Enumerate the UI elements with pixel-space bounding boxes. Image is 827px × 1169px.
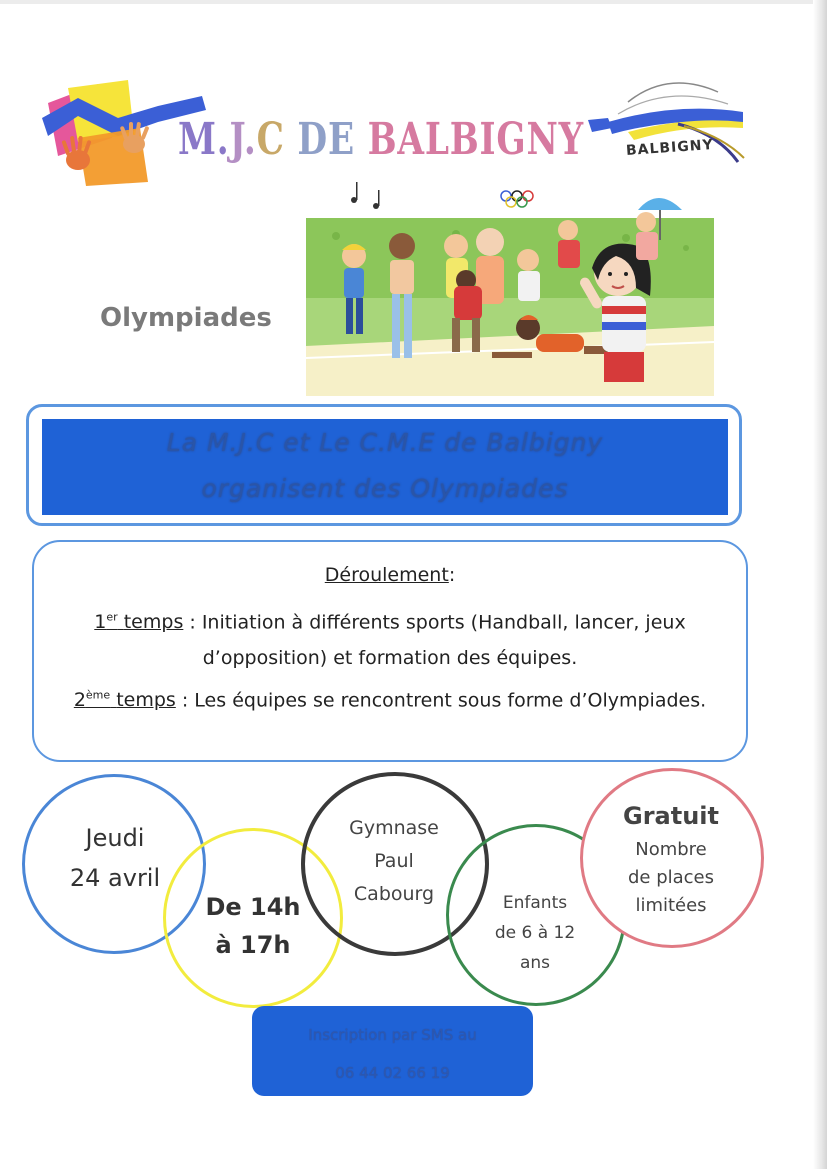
location-info bbox=[316, 812, 472, 911]
scan-right-edge bbox=[813, 0, 827, 1169]
deroulement-colon: : bbox=[448, 564, 456, 586]
title-part: J. bbox=[229, 114, 257, 165]
time-end: à 17h bbox=[215, 931, 291, 959]
step-1-number: 1 bbox=[94, 611, 107, 634]
deroulement-heading bbox=[0, 564, 780, 586]
banner-line-2: organisent des Olympiades bbox=[201, 474, 569, 503]
children-sports-illustration bbox=[306, 176, 714, 396]
location-line: Cabourg bbox=[353, 883, 435, 905]
title-part: C bbox=[256, 114, 298, 165]
time-info bbox=[168, 888, 338, 964]
date-day: Jeudi bbox=[85, 824, 145, 852]
banner-line-1: La M.J.C et Le C.M.E de Balbigny bbox=[166, 428, 604, 457]
deroulement-step-2 bbox=[40, 678, 740, 718]
places-line: de places bbox=[627, 867, 715, 888]
scan-top-edge bbox=[0, 0, 827, 4]
deroulement-title: Déroulement bbox=[324, 564, 449, 586]
inscription-box bbox=[252, 1006, 533, 1096]
step-2-number: 2 bbox=[73, 689, 86, 712]
step-1-sup: er bbox=[106, 611, 118, 624]
age-line: de 6 à 12 bbox=[494, 923, 576, 943]
step-2-sup: ème bbox=[85, 689, 111, 702]
location-line: Gymnase bbox=[349, 817, 439, 839]
balbigny-logo-text: BALBIGNY bbox=[625, 136, 715, 160]
deroulement-step-1 bbox=[40, 600, 740, 676]
date-info bbox=[40, 818, 190, 898]
title-part: M. bbox=[178, 114, 230, 165]
time-start: De 14h bbox=[205, 893, 301, 921]
age-info bbox=[460, 888, 610, 978]
step-1-label bbox=[94, 611, 183, 633]
age-line: ans bbox=[519, 953, 551, 973]
inscription-phone: 06 44 02 66 19 bbox=[335, 1064, 450, 1082]
age-line: Enfants bbox=[502, 893, 568, 913]
price-info bbox=[596, 796, 746, 920]
date-value: 24 avril bbox=[69, 864, 161, 892]
places-line: Nombre bbox=[635, 839, 707, 860]
step-1-word: temps bbox=[123, 611, 184, 634]
step-1-text: : Initiation à différents sports (Handball, lancer, jeux d’opposition) et formation des équipes. bbox=[183, 611, 686, 670]
step-2-word: temps bbox=[116, 689, 176, 712]
places-line: limitées bbox=[635, 895, 707, 916]
page-title bbox=[178, 114, 584, 165]
step-2-label bbox=[74, 689, 176, 711]
title-part: BALBIGNY bbox=[367, 114, 584, 165]
subtitle: Olympiades bbox=[100, 303, 272, 333]
balbigny-logo bbox=[588, 62, 748, 177]
inscription-text: Inscription par SMS au bbox=[308, 1026, 477, 1044]
price-label: Gratuit bbox=[623, 802, 719, 830]
step-2-text: : Les équipes se rencontrent sous forme d’Olympiades. bbox=[175, 689, 707, 712]
location-line: Paul bbox=[374, 850, 414, 872]
title-part: DE bbox=[297, 114, 368, 165]
